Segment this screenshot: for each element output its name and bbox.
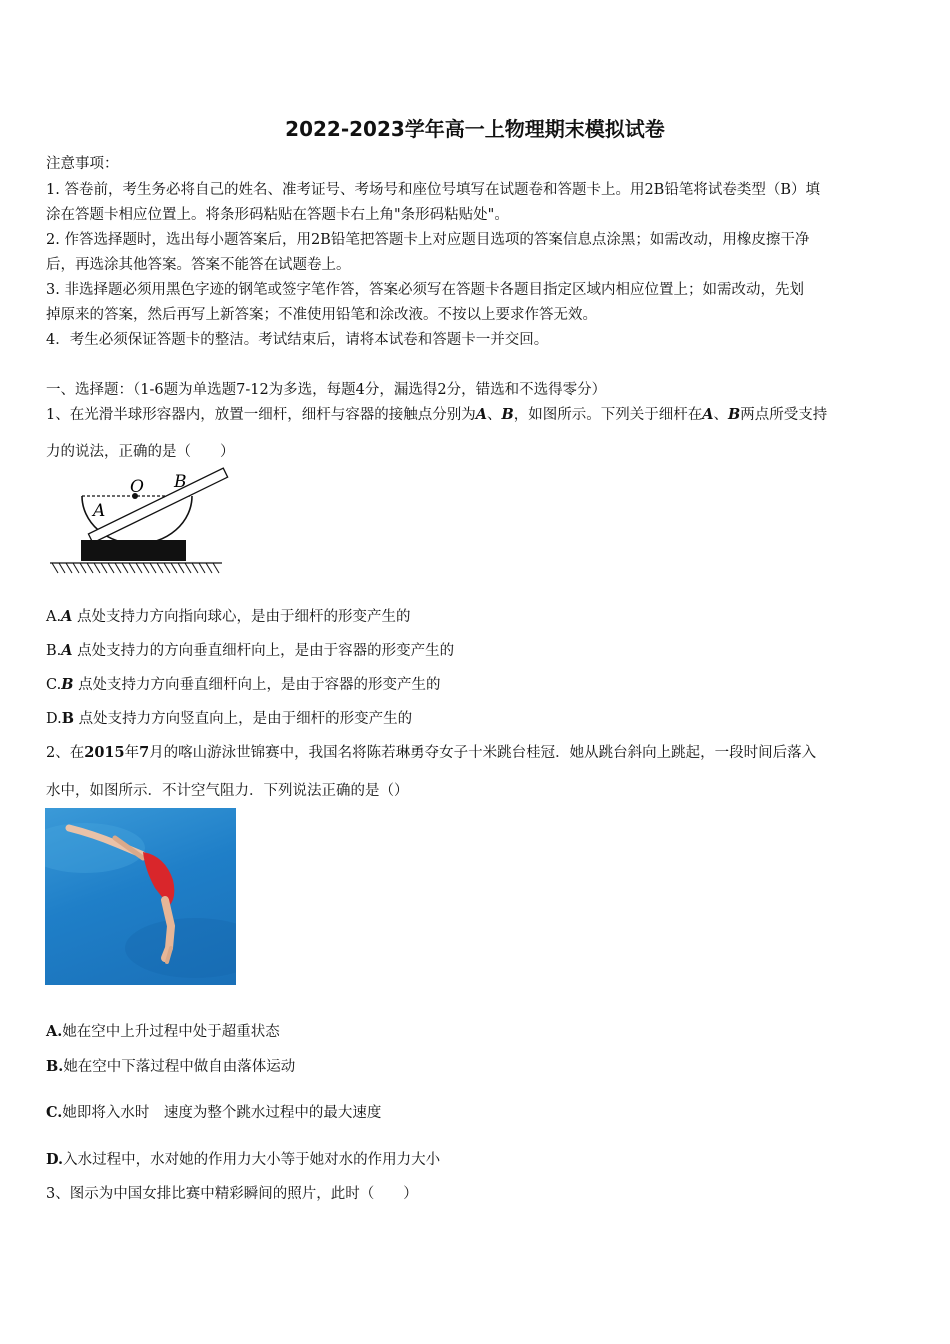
- thin-rod: [88, 468, 227, 543]
- q1-stem-line-2: 力的说法，正确的是（ ）: [46, 444, 235, 460]
- notice-line-5: 3. 非选择题必须用黑色字迹的钢笔或签字笔作答，答案必须写在答题卡各题目指定区域内相应位置上；如需改动，先划: [46, 282, 804, 298]
- label-b: B: [174, 472, 187, 492]
- notice-line-7: 4．考生必须保证答题卡的整洁。考试结束后，请将本试卷和答题卡一并交回。: [46, 332, 549, 348]
- page-title: 2022-2023学年高一上物理期末模拟试卷: [285, 117, 665, 141]
- option-var: A: [61, 608, 73, 625]
- notice-line-1: 1. 答卷前，考生务必将自己的姓名、准考证号、考场号和座位号填写在试题卷和答题卡上。用2B铅笔将试卷类型（B）填: [46, 182, 820, 198]
- q2-stem-line-2: 水中，如图所示．不计空气阻力．下列说法正确的是（）: [46, 783, 409, 799]
- option-var: A: [61, 642, 73, 659]
- q1-var-b-2: B: [728, 406, 741, 423]
- q1-text-b: ，如图所示。下列关于细杆在: [513, 407, 703, 423]
- q1-text-a: 1、在光滑半球形容器内，放置一细杆，细杆与容器的接触点分别为: [46, 407, 476, 423]
- hemisphere-rod-figure: [46, 462, 236, 577]
- q1-var-b: B: [501, 406, 514, 423]
- notice-line-6: 掉原来的答案，然后再写上新答案；不准使用铅笔和涂改液。不按以上要求作答无效。: [46, 307, 597, 323]
- label-o: O: [130, 477, 144, 497]
- diver-swimsuit: [143, 852, 174, 906]
- option-text: 入水过程中，水对她的作用力大小等于她对水的作用力大小: [63, 1152, 441, 1168]
- q2-option-d: [46, 1148, 908, 1169]
- ground-hatching: [52, 563, 219, 573]
- q3-stem-line-1: 3、图示为中国女排比赛中精彩瞬间的照片，此时（ ）: [46, 1186, 418, 1202]
- option-text: 点处支持力方向垂直细杆向上，是由于容器的形变产生的: [78, 677, 441, 693]
- option-prefix: D.: [46, 1151, 64, 1168]
- q1-sep-2: 、: [713, 407, 729, 423]
- option-prefix: B.: [46, 643, 62, 659]
- q1-option-d: [46, 707, 908, 728]
- option-var: B: [61, 710, 74, 727]
- q2-text-a: 2、在: [46, 745, 85, 761]
- q1-var-a: A: [475, 406, 487, 423]
- q1-option-b: [46, 639, 908, 660]
- notice-line-3: 2. 作答选择题时，选出每小题答案后，用2B铅笔把答题卡上对应题目选项的答案信息点涂黑；如需改动，用橡皮擦干净: [46, 232, 810, 248]
- option-prefix: D.: [46, 711, 62, 727]
- option-prefix: C.: [46, 677, 62, 693]
- notice-heading: 注意事项：: [46, 156, 119, 172]
- q1-sep: 、: [487, 407, 502, 423]
- option-prefix: A.: [46, 609, 62, 625]
- q2-month: 7: [139, 744, 150, 761]
- option-text: 点处支持力方向指向球心，是由于细杆的形变产生的: [76, 609, 411, 625]
- q1-option-a: [46, 605, 908, 626]
- q1-option-c: [46, 673, 908, 694]
- base-block: [81, 540, 186, 561]
- section-heading: 一、选择题：（1-6题为单选题7-12为多选，每题4分，漏选得2分，错选和不选得零分）: [46, 382, 607, 398]
- q2-text-b: 年: [124, 745, 140, 761]
- option-prefix: A.: [46, 1023, 63, 1040]
- option-text: 点处支持力的方向垂直细杆向上，是由于容器的形变产生的: [77, 643, 455, 659]
- option-text: 她在空中上升过程中处于超重状态: [62, 1024, 280, 1040]
- diver-photo: [45, 808, 236, 985]
- diver-illustration: [45, 808, 236, 985]
- option-text: 她即将入水时 速度为整个跳水过程中的最大速度: [62, 1105, 382, 1121]
- option-var: B: [61, 676, 74, 693]
- notice-line-4: 后，再选涂其他答案。答案不能答在试题卷上。: [46, 257, 351, 273]
- q2-option-b: [46, 1055, 908, 1076]
- q2-option-c: [46, 1101, 908, 1122]
- q2-text-c: 月的喀山游泳世锦赛中，我国名将陈若琳勇夺女子十米跳台桂冠．她从跳台斜向上跳起，一段时间后落入: [149, 745, 817, 761]
- option-text: 她在空中下落过程中做自由落体运动: [63, 1059, 296, 1075]
- q1-text-c: 两点所受支持: [740, 407, 828, 423]
- q2-option-a: [46, 1020, 908, 1041]
- q2-year: 2015: [84, 744, 125, 761]
- label-a: A: [93, 501, 106, 521]
- q2-stem-line-1: [46, 741, 908, 762]
- notice-line-2: 涂在答题卡相应位置上。将条形码粘贴在答题卡右上角"条形码粘贴处"。: [46, 207, 509, 223]
- option-text: 点处支持力方向竖直向上，是由于细杆的形变产生的: [78, 711, 413, 727]
- option-prefix: C.: [46, 1104, 63, 1121]
- q1-stem-line-1: [46, 403, 908, 424]
- q1-var-a-2: A: [702, 406, 714, 423]
- option-prefix: B.: [46, 1058, 64, 1075]
